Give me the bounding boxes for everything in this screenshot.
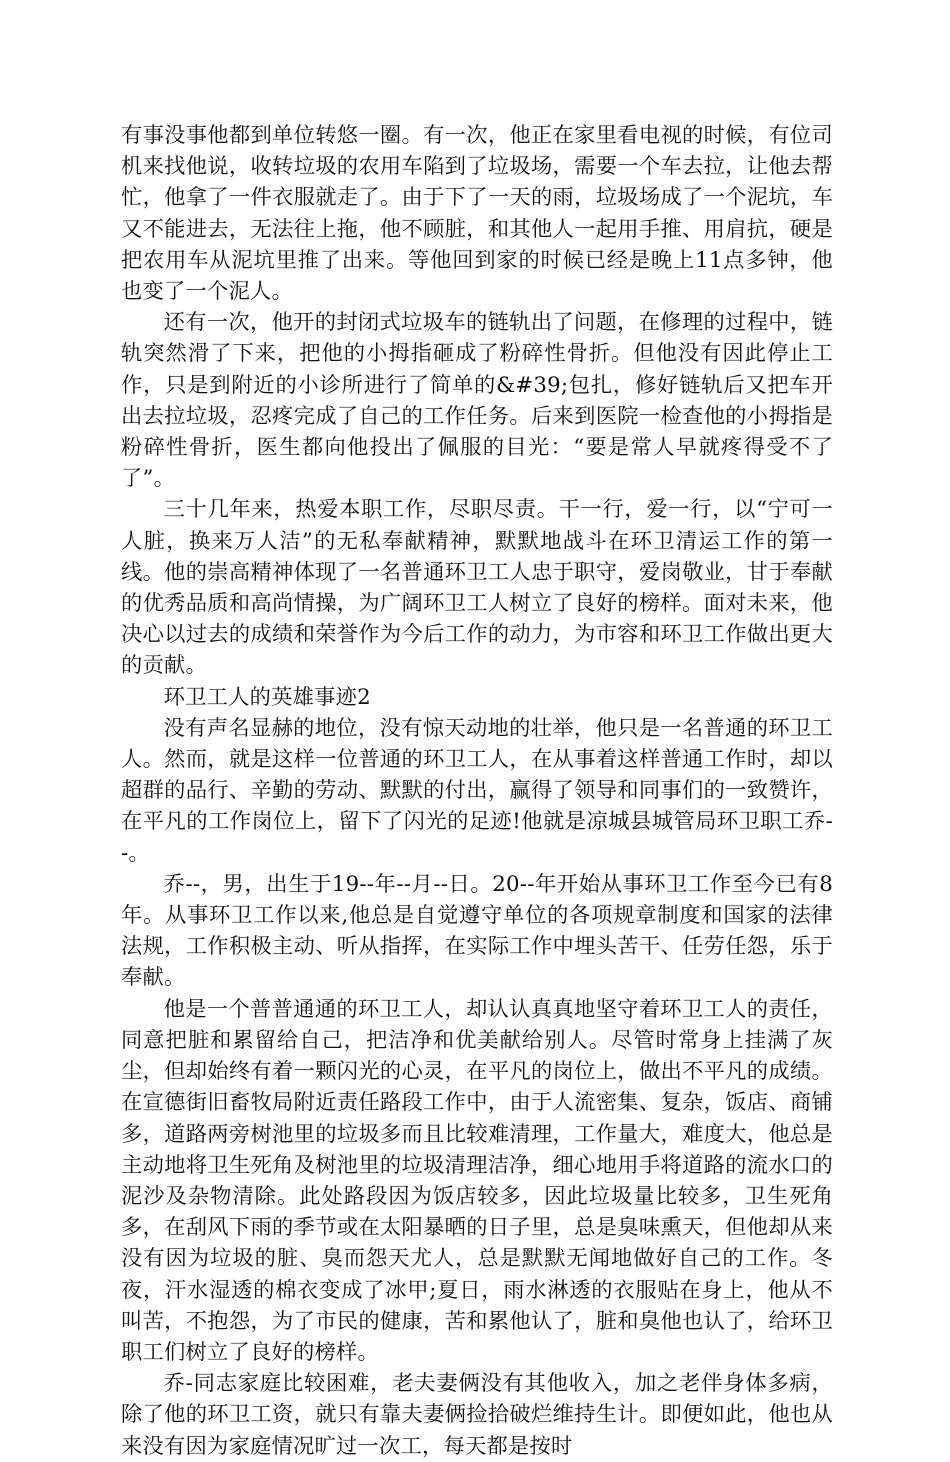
paragraph-2: 还有一次，他开的封闭式垃圾车的链轨出了问题，在修理的过程中，链轨突然滑了下来，把他的小拇指砸成了粉碎性骨折。但他没有因此停止工作，只是到附近的小诊所进行了简单的&#39;包扎，修好链轨后又把车开出去拉垃圾，忍疼完成了自己的工作任务。后来到医院一检查他的小拇指是粉碎性骨折，医生都向他投出了佩服的目光：“要是常人早就疼得受不了了”。 <box>121 310 833 492</box>
paragraph-6: 他是一个普普通通的环卫工人，却认认真真地坚守着环卫工人的责任，同意把脏和累留给自己，把洁净和优美献给别人。尽管时常身上挂满了灰尘，但却始终有着一颗闪光的心灵，在平凡的岗位上，做出不平凡的成绩。在宣德街旧畜牧局附近责任路段工作中，由于人流密集、复杂，饭店、商铺多，道路两旁树池里的垃圾多而且比较难清理，工作量大，难度大，他总是主动地将卫生死角及树池里的垃圾清理洁净，细心地用手将道路的流水口的泥沙及杂物清除。此处路段因为饭店较多，因此垃圾量比较多，卫生死角多，在刮风下雨的季节或在太阳暴晒的日子里，总是臭味熏天，但他却从来没有因为垃圾的脏、臭而怨天尤人，总是默默无闻地做好自己的工作。冬夜，汗水湿透的棉衣变成了冰甲;夏日，雨水淋透的衣服贴在身上，他从不叫苦，不抱怨，为了市民的健康，苦和累他认了，脏和臭他也认了，给环卫职工们树立了良好的榜样。 <box>121 996 833 1365</box>
document-page <box>121 120 833 1462</box>
paragraph-4: 没有声名显赫的地位，没有惊天动地的壮举，他只是一名普通的环卫工人。然而，就是这样一位普通的环卫工人，在从事着这样普通工作时，却以超群的品行、辛勤的劳动、默默的付出，赢得了领导和同事们的一致赞许，在平凡的工作岗位上，留下了闪光的足迹!他就是凉城县城管局环卫职工乔--。 <box>121 715 833 866</box>
paragraph-1: 有事没事他都到单位转悠一圈。有一次，他正在家里看电视的时候，有位司机来找他说，收转垃圾的农用车陷到了垃圾场，需要一个车去拉，让他去帮忙，他拿了一件衣服就走了。由于下了一天的雨，垃圾场成了一个泥坑，车又不能进去，无法往上拖，他不顾脏，和其他人一起用手推、用肩抗，硬是把农用车从泥坑里推了出来。等他回到家的时候已经是晚上11点多钟，他也变了一个泥人。 <box>121 123 833 305</box>
paragraph-5: 乔--，男，出生于19--年--月--日。20--年开始从事环卫工作至今已有8年。从事环卫工作以来,他总是自觉遵守单位的各项规章制度和国家的法律法规，工作积极主动、听从指挥，在实际工作中埋头苦干、任劳任怨，乐于奉献。 <box>121 871 833 991</box>
paragraph-3: 三十几年来，热爱本职工作，尽职尽责。干一行，爱一行，以“宁可一人脏，换来万人洁”的无私奉献精神，默默地战斗在环卫清运工作的第一线。他的崇高精神体现了一名普通环卫工人忠于职守，爱岗敬业，甘于奉献的优秀品质和高尚情操，为广阔环卫工人树立了良好的榜样。面对未来，他决心以过去的成绩和荣誉作为今后工作的动力，为市容和环卫工作做出更大的贡献。 <box>121 497 833 679</box>
paragraph-7: 乔-同志家庭比较困难，老夫妻俩没有其他收入，加之老伴身体多病，除了他的环卫工资，就只有靠夫妻俩捡拾破烂维持生计。即便如此，他也从来没有因为家庭情况旷过一次工，每天都是按时 <box>121 1371 833 1459</box>
section-heading: 环卫工人的英雄事迹2 <box>163 684 371 710</box>
